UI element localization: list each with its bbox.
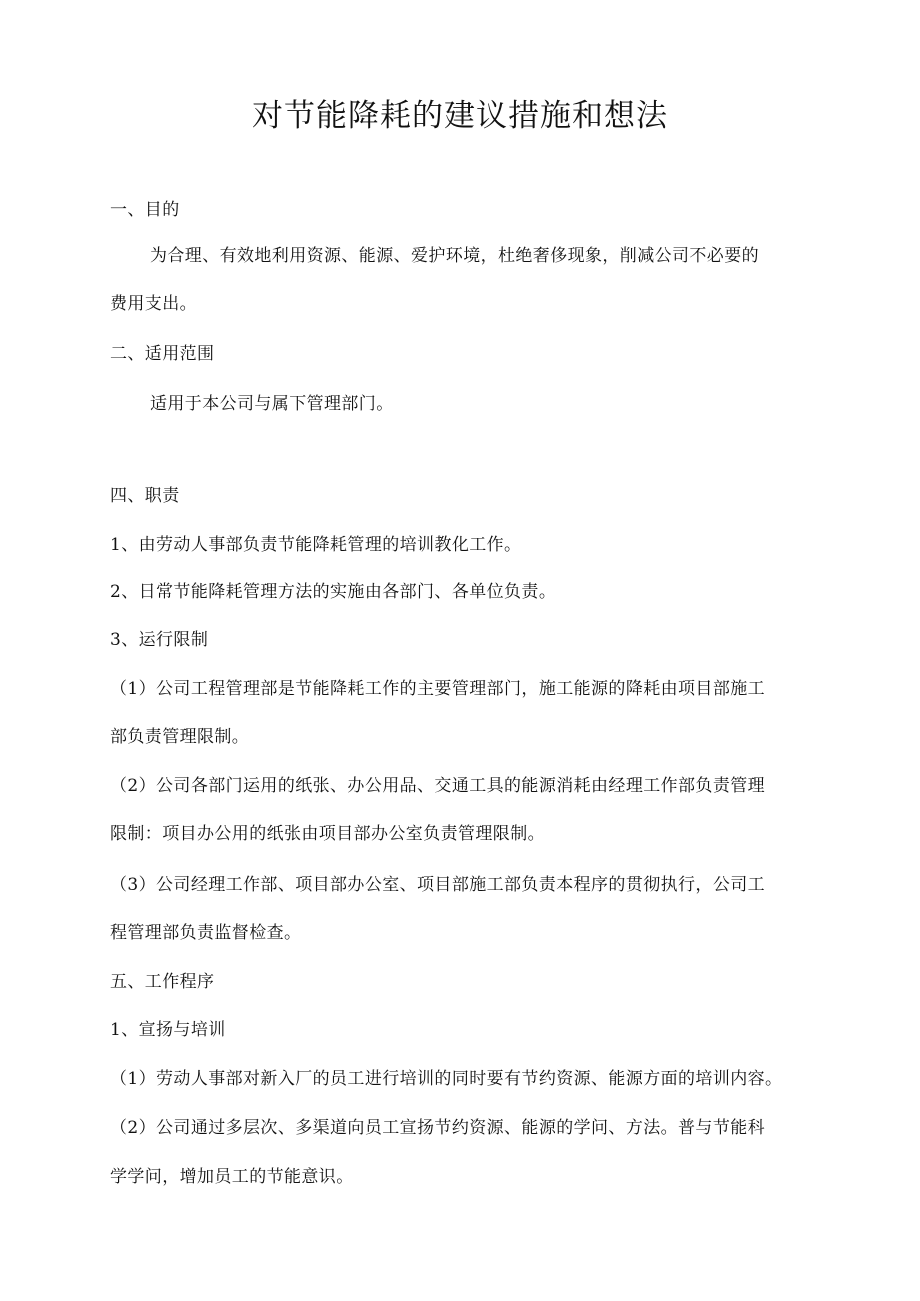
paragraph-line: （2）公司各部门运用的纸张、办公用品、交通工具的能源消耗由经理工作部负责管理 [110,776,766,796]
paragraph-line: （1）公司工程管理部是节能降耗工作的主要管理部门，施工能源的降耗由项目部施工 [110,679,766,699]
heading-scope: 二、适用范围 [110,344,215,364]
heading-responsibilities: 四、职责 [110,486,180,506]
list-item: 1、宣扬与培训 [110,1020,226,1040]
heading-purpose: 一、目的 [110,200,180,220]
list-item: 2、日常节能降耗管理方法的实施由各部门、各单位负责。 [110,582,557,602]
list-item: 3、运行限制 [110,630,209,650]
paragraph-line: 适用于本公司与属下管理部门。 [150,394,394,414]
list-item: 1、由劳动人事部负责节能降耗管理的培训教化工作。 [110,535,522,555]
paragraph-line: 费用支出。 [110,294,197,314]
paragraph-line: （1）劳动人事部对新入厂的员工进行培训的同时要有节约资源、能源方面的培训内容。 [110,1069,783,1089]
paragraph-line: 为合理、有效地利用资源、能源、爱护环境，杜绝奢侈现象，削减公司不必要的 [150,246,759,266]
paragraph-line: 程管理部负责监督检查。 [110,923,302,943]
heading-procedure: 五、工作程序 [110,972,215,992]
document-title: 对节能降耗的建议措施和想法 [252,98,668,134]
paragraph-line: 学学问，增加员工的节能意识。 [110,1167,354,1187]
paragraph-line: 部负责管理限制。 [110,727,250,747]
paragraph-line: （3）公司经理工作部、项目部办公室、项目部施工部负责本程序的贯彻执行，公司工 [110,875,766,895]
paragraph-line: （2）公司通过多层次、多渠道向员工宣扬节约资源、能源的学问、方法。普与节能科 [110,1118,766,1138]
paragraph-line: 限制：项目办公用的纸张由项目部办公室负责管理限制。 [110,824,545,844]
